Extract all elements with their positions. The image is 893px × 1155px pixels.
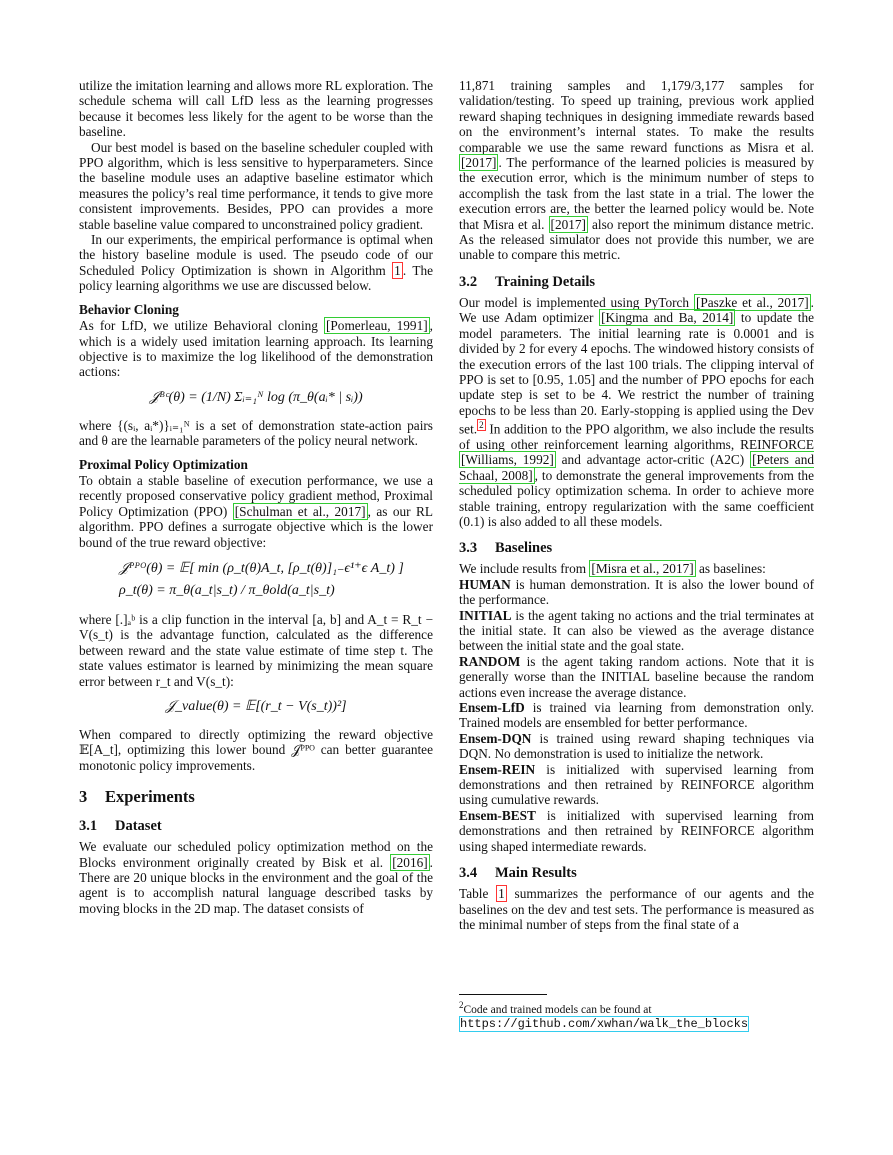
subsection-heading: 3.2 Training Details: [459, 273, 596, 290]
value-equation: 𝒥_value(θ) = 𝔼[(r_t − V(s_t))²]: [165, 699, 347, 714]
baseline-list: [459, 577, 814, 854]
baseline-desc: is the agent taking random actions. Note that it is generally worse than the INITIAL baseline because the random actions even increase the average distance.: [459, 653, 814, 700]
paragraph: In our experiments, the empirical performance is optimal when the history baseline module is used. The pseudo code of our Scheduled Policy Optimization is shown in Algorithm 1 . The policy learning algorithms we use are discussed below.: [79, 232, 433, 294]
behavior-cloning-heading: Behavior Cloning: [79, 301, 179, 317]
baseline-item: [459, 608, 814, 654]
footnote: [459, 994, 814, 1031]
ppo-equation: [119, 558, 433, 602]
subsection-heading: 3.4 Main Results: [459, 865, 577, 882]
paragraph: 11,871 training samples and 1,179/3,177 samples for validation/testing. To speed up training, previous work applied reward shaping techniques in designing immediate rewards based on the environment’s internal states. To make the results comparable we use the same reward functions as Misra et al. [2017] . The performance of the learned policies is measured by the execution error, which is the minimum number of steps to accomplish the task from the last state in a trial. The lower the execution errors are, the better the learned policy would be. Note that Misra et al. [2017] also report the minimum distance metric. As the released simulator does not provide this number, we are unable to compare this metric.: [459, 78, 814, 263]
left-column: [79, 78, 433, 916]
baseline-item: [459, 700, 814, 731]
section-heading: 3 Experiments: [79, 787, 195, 807]
baseline-term: Ensem-BEST: [459, 807, 536, 823]
citation-link[interactable]: [Misra et al., 2017]: [591, 561, 694, 577]
baseline-desc: is trained using reward shaping techniques via DQN. No demonstration is used to initialize the network.: [459, 730, 814, 762]
baseline-term: Ensem-LfD: [459, 700, 525, 716]
citation-link[interactable]: [2017]: [550, 216, 586, 232]
citation-link[interactable]: [Williams, 1992]: [461, 452, 554, 468]
table-ref-link[interactable]: 1: [498, 886, 505, 902]
baseline-desc: is trained via learning from demonstration only. Trained models are ensembled for better performance.: [459, 700, 814, 731]
baseline-term: HUMAN: [459, 576, 511, 592]
citation-link[interactable]: [Kingma and Ba, 2014]: [601, 310, 734, 326]
paragraph: We evaluate our scheduled policy optimization method on the Blocks environment originally created by Bisk et al. [2016] . There are 20 unique blocks in the environment and the goal of the agent is to accomplish natural language described tasks by moving blocks in the 2D map. The dataset consists of: [79, 839, 433, 916]
paragraph: Table 1 summarizes the performance of our agents and the baselines on the dev and test sets. The performance is measured as the minimal number of steps from the final state of a: [459, 886, 814, 932]
citation-link[interactable]: [Schulman et al., 2017]: [234, 503, 366, 519]
ppo-heading: Proximal Policy Optimization: [79, 456, 248, 472]
subsection-heading: 3.3 Baselines: [459, 540, 553, 557]
algorithm-ref-link[interactable]: 1: [394, 262, 401, 278]
paragraph: As for LfD, we utilize Behavioral cloning [Pomerleau, 1991] , which is a widely used imitation learning approach. Its learning objective is to maximize the log likelihood of the demonstration actions:: [79, 318, 433, 380]
baseline-item: [459, 731, 814, 762]
baseline-term: Ensem-REIN: [459, 761, 536, 777]
ppo-ratio: ρ_t(θ) = π_θ(a_t|s_t) / π_θold(a_t|s_t): [119, 582, 335, 598]
baseline-desc: is initialized with supervised learning from demonstrations and then retrained by REINFORCE algorithm using shaped intermediate rewards.: [459, 807, 814, 854]
baseline-item: [459, 808, 814, 854]
ppo-objective: 𝒥ᴾᴾᴼ(θ) = 𝔼[ min (ρ_t(θ)A_t, [ρ_t(θ)]₁₋ϵ¹⁺ϵ A_t) ]: [119, 560, 404, 576]
citation-link[interactable]: [Peters and Schaal, 2008]: [459, 452, 815, 483]
paragraph: When compared to directly optimizing the reward objective 𝔼[A_t], optimizing this lower bound 𝒥ᴾᴾᴼ can better guarantee monotonic policy improvements.: [79, 727, 433, 773]
footnote-number: 2: [459, 1000, 464, 1010]
baseline-desc: is initialized with supervised learning from demonstrations and then retrained by REINFORCE algorithm using cumulative rewards.: [459, 761, 814, 808]
footnote-rule: [459, 994, 547, 995]
citation-link[interactable]: [Pomerleau, 1991]: [325, 318, 428, 334]
baseline-term: RANDOM: [459, 653, 521, 669]
paragraph: where {(sᵢ, aᵢ*)}ᵢ₌₁ᴺ is a set of demonstration state-action pairs and θ are the learnable parameters of the policy neural network.: [79, 417, 433, 449]
baseline-item: [459, 654, 814, 700]
paragraph: To obtain a stable baseline of execution performance, we use a recently proposed conservative policy gradient method, Proximal Policy Optimization (PPO) [Schulman et al., 2017] , as our RL algorithm. PPO defines a surrogate objective which is the lower bound of the true reward objective:: [79, 472, 434, 550]
baseline-desc: is the agent taking no actions and the trial terminates at the initial state. It can also be viewed as the average distance between the initial state and the goal state.: [459, 607, 814, 654]
paragraph: utilize the imitation learning and allows more RL exploration. The schedule schema will call LfD less as the learning progresses because it becomes less likely for the agent to be worse than the baseline.: [79, 78, 433, 140]
citation-link[interactable]: [2016]: [392, 854, 428, 870]
footnote-url-link[interactable]: https://github.com/xwhan/walk_the_blocks: [460, 1016, 749, 1031]
baseline-term: Ensem-DQN: [459, 730, 532, 746]
baseline-item: [459, 762, 814, 808]
baseline-item: [459, 577, 814, 608]
footnote-ref-link[interactable]: 2: [479, 420, 484, 431]
bc-equation: 𝒥ᴮᶜ(θ) = (1/N) Σᵢ₌₁ᴺ log (π_θ(aᵢ* | sᵢ)): [149, 389, 363, 405]
paragraph: Our model is implemented using PyTorch [Paszke et al., 2017] . We use Adam optimizer [Kingma and Ba, 2014] to update the model parameters. The initial learning rate is 0.0001 and is divided by 2 for every 4 epochs. The windowed history consists of the execution errors of the last 100 trials. The clipping interval of PPO is set to [0.95, 1.05] and the number of PPO epochs for each update step is set to be 4. We restrict the number of training epochs to be less than 20. Early-stopping is applied using the Dev set. $^2$ In addition to the PPO algorithm, we also include the results of using other reinforcement learning algorithms, REINFORCE [Williams, 1992] and advantage actor-critic (A2C) [Peters and Schaal, 2008] , to demonstrate the general improvements from the scheduled policy optimization schema. In order to achieve more stable training, entropy regularization with the same coefficient (0.1) is also added to all these models.: [459, 294, 815, 529]
right-column: [459, 78, 814, 932]
paragraph: where [.]ₐᵇ is a clip function in the interval [a, b] and A_t = R_t − V(s_t) is the advantage function, calculated as the difference between reward and the state value estimate of time step t. The state values estimator is learned by minimizing the mean square error between r_t and V(s_t):: [79, 611, 433, 689]
paragraph: We include results from [Misra et al., 2017] as baselines:: [459, 561, 766, 577]
subsection-heading: 3.1 Dataset: [79, 818, 162, 835]
citation-link[interactable]: [2017]: [461, 155, 497, 171]
baseline-term: INITIAL: [459, 607, 512, 623]
footnote-text: Code and trained models can be found at: [463, 1003, 652, 1016]
baseline-desc: is human demonstration. It is also the lower bound of the performance.: [459, 576, 815, 608]
paragraph: Our best model is based on the baseline scheduler coupled with PPO algorithm, which is less sensitive to hyperparameters. Since the baseline module uses an adaptive baseline estimator which measures the policy’s real time performance, it tends to give more consistent improvements. Besides, PPO can provides a more stable baseline value compared to unconstrained policy gradient.: [79, 139, 433, 232]
citation-link[interactable]: [Paszke et al., 2017]: [695, 294, 809, 310]
